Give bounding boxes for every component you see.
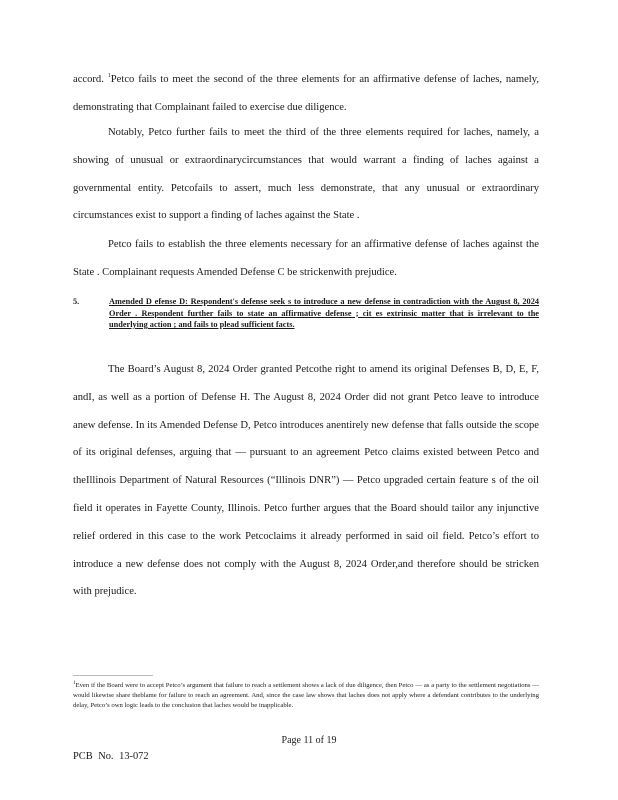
page-number: Page 11 of 19: [281, 735, 337, 746]
section-number: 5.: [73, 297, 80, 306]
paragraph-laches-conclusion: [73, 231, 539, 287]
paragraph-text: Petco fails to meet the second of the three elements for an affirmative defense of laches, namely, demonstrating that Complainant failed to exercise due diligence.: [73, 74, 540, 113]
case-number: PCB No. 13-072: [73, 751, 149, 762]
footnote-text: Even if the Board were to accept Petco’s argument that failure to reach a settlement shows a lack of due diligence, then Petco — as a party to the settlement negotiations — would likewise share theblame for failure to reach an agreement. And, since the case law shows that laches does not apply where a defendant contributes to the underlying delay, Petco’s own logic leads to the conclusion that laches would be inapplicable.: [73, 682, 539, 710]
footnote: [73, 679, 539, 712]
section-heading-text: Amended D efense D: Respondent's defense seek s to introduce a new defense in contradiction with the August 8, 2024 Order . Respondent further fails to state an affirmative defense ; cit es extrinsic matter that is irrelevant to the underlying action ; and fails to plead sufficient facts.: [109, 297, 539, 329]
paragraph-third-element: [73, 119, 539, 230]
paragraph-accord: [73, 63, 539, 122]
paragraph-august-order: [73, 356, 539, 606]
footnote-reference: 1: [107, 73, 111, 79]
paragraph-text: Notably, Petco further fails to meet the third of the three elements required for laches, namely, a showing of unusual or extraordinarycircumstances that would warrant a finding of laches against a governmental entity. Petcofails to assert, much less demonstrate, that any unusual or extraordinary circumstances exist to support a finding of laches against the State .: [73, 127, 539, 222]
paragraph-text: Petco fails to establish the three elements necessary for an affirmative defense of laches against the State . Complainant requests Amended Defense C be strickenwith prejudice.: [73, 239, 539, 278]
paragraph-text: The Board’s August 8, 2024 Order granted Petcothe right to amend its original Defenses B, D, E, F, andI, as well as a portion of Defense H. The August 8, 2024 Order did not grant Petco leave to introduce anew defense. In its Amended Defense D, Petco introduces anentirely new defense that falls outside the scope of its original defenses, arguing that — pursuant to an agreement Petco claims existed between Petco and theIllinois Department of Natural Resources (“Illinois DNR”) — Petco upgraded certain feature s of the oil field it operates in Fayette County, Illinois. Petco further argues that the Board should tailor any injunctive relief ordered in this case to the work Petcoclaims it already performed in said oil field. Petco’s effort to introduce a new defense does not comply with the August 8, 2024 Order,and therefore should be stricken with prejudice.: [73, 364, 539, 598]
footnote-divider: [73, 675, 153, 676]
paragraph-lead-text: accord.: [73, 74, 104, 85]
section-heading-5: [73, 296, 539, 331]
footnote-mark: 1: [73, 681, 76, 686]
